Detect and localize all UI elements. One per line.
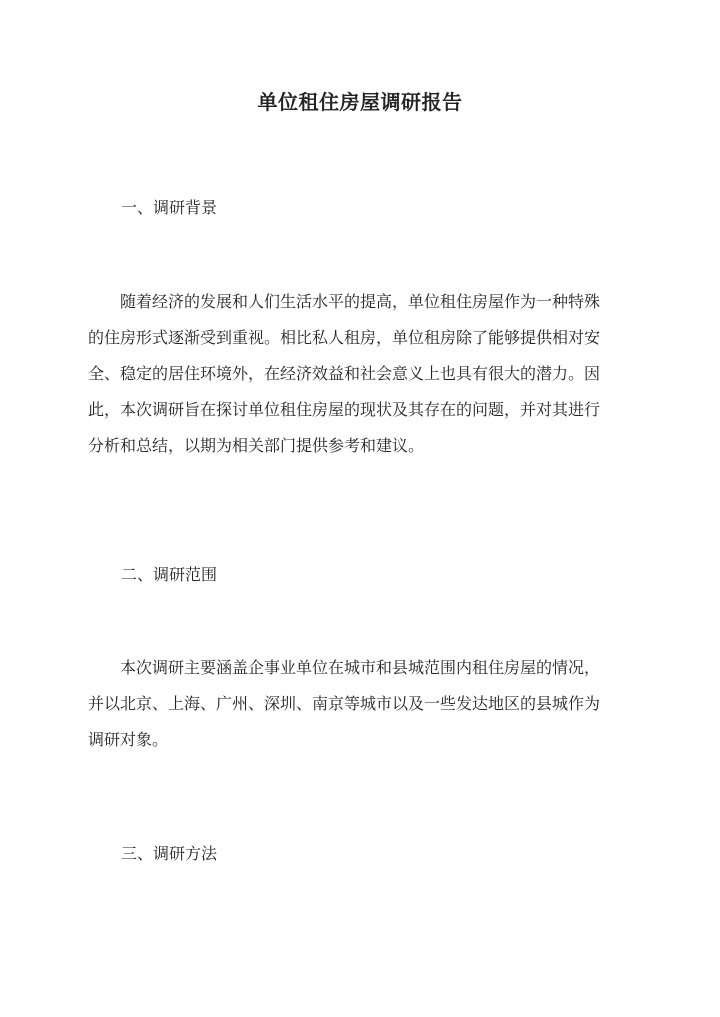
- section-heading-method: 三、调研方法: [121, 844, 218, 863]
- section-heading-background: 一、调研背景: [121, 198, 218, 217]
- paragraph-line: 并以北京、上海、广州、深圳、南京等城市以及一些发达地区的县城作为: [88, 694, 601, 713]
- section-paragraph-background: [88, 284, 636, 464]
- paragraph-line: 本次调研主要涵盖企事业单位在城市和县城范围内租住房屋的情况，: [120, 658, 601, 677]
- paragraph-line: 随着经济的发展和人们生活水平的提高，单位租住房屋作为一种特殊: [120, 292, 601, 311]
- paragraph-line: 此，本次调研旨在探讨单位租住房屋的现状及其存在的问题，并对其进行: [88, 400, 601, 419]
- section-heading-scope: 二、调研范围: [121, 565, 218, 584]
- paragraph-line: 的住房形式逐渐受到重视。相比私人租房，单位租房除了能够提供相对安: [88, 328, 601, 347]
- document-title: 单位租住房屋调研报告: [257, 90, 463, 114]
- paragraph-line: 调研对象。: [88, 730, 169, 749]
- section-paragraph-scope: [88, 650, 636, 758]
- paragraph-line: 分析和总结，以期为相关部门提供参考和建议。: [88, 436, 425, 455]
- paragraph-line: 全、稳定的居住环境外，在经济效益和社会意义上也具有很大的潜力。因: [88, 364, 601, 383]
